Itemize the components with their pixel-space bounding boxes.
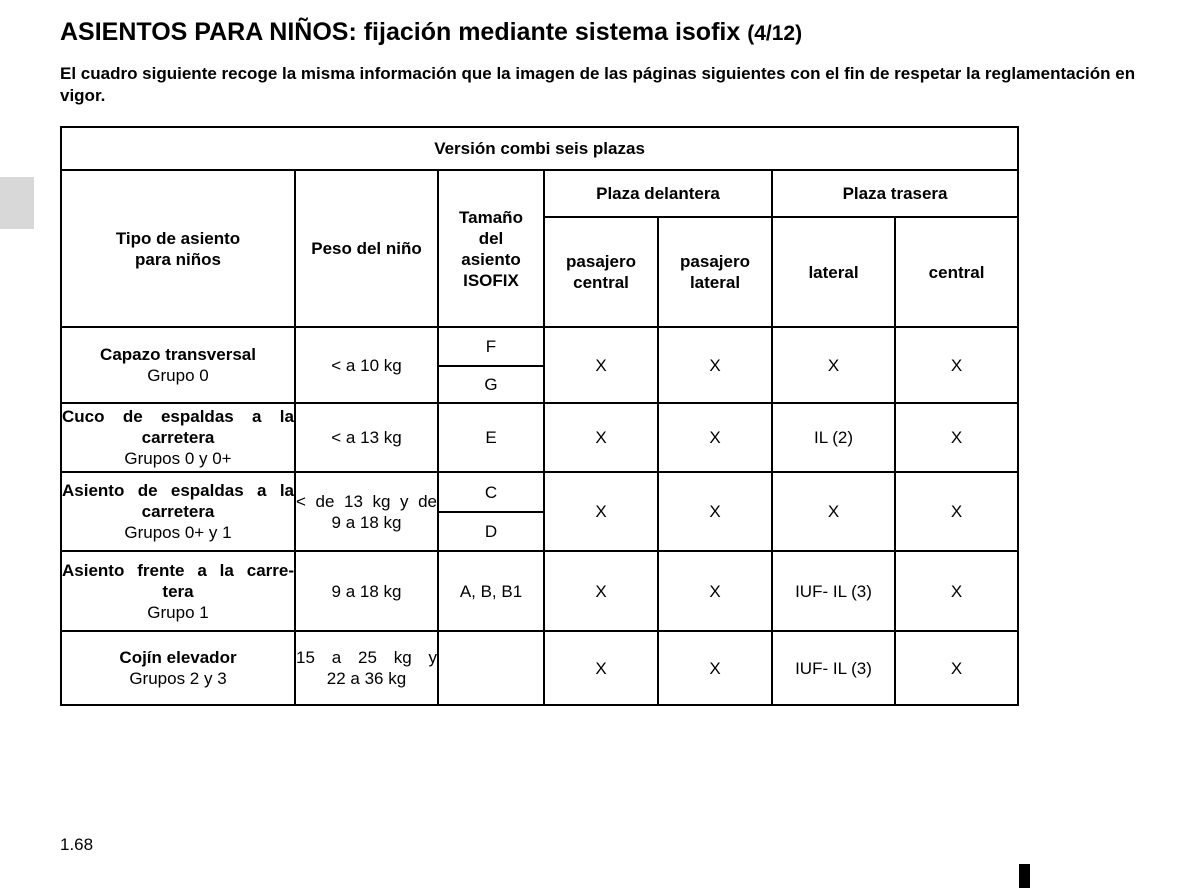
- weight-cell: [295, 472, 438, 551]
- weight-cell: < a 13 kg: [295, 403, 438, 472]
- title-text: ASIENTOS PARA NIÑOS: fijación mediante sistema isofix: [60, 18, 741, 46]
- rear-central-cell: X: [895, 551, 1018, 631]
- seat-type-cell: [61, 472, 295, 551]
- table-row: [61, 551, 1018, 631]
- rear-lateral-cell: IL (2): [772, 403, 895, 472]
- weight-line1: 15 a 25 kg y: [296, 648, 437, 667]
- seat-type-name-line1: Asiento de espaldas a la: [62, 481, 294, 500]
- seat-type-cell: [61, 403, 295, 472]
- weight-line1: < de 13 kg y de: [296, 491, 437, 511]
- intro-paragraph: El cuadro siguiente recoge la misma información que la imagen de las páginas siguientes con el fin de respetar la reglamentación en vigor.: [60, 64, 1136, 105]
- seat-type-name: Cojín elevador: [119, 648, 237, 667]
- page-number: 1.68: [60, 835, 94, 854]
- weight-cell: 9 a 18 kg: [295, 551, 438, 631]
- seat-type-name-line2: carretera: [141, 502, 215, 521]
- header-front-seat: Plaza delantera: [544, 170, 772, 217]
- rear-central-cell: X: [895, 472, 1018, 551]
- seat-type-cell: [61, 551, 295, 631]
- header-weight: Peso del niño: [295, 170, 438, 327]
- weight-line2: 9 a 18 kg: [331, 512, 402, 532]
- seat-type-name-line1: Asiento frente a la carre-: [62, 560, 294, 580]
- seat-type-name-line2: tera: [162, 581, 194, 601]
- weight-line2: 22 a 36 kg: [326, 669, 407, 688]
- seat-type-group: Grupo 0: [147, 366, 209, 385]
- front-lateral-cell: X: [658, 327, 772, 403]
- isofix-size-cell: G: [438, 366, 544, 403]
- seat-type-group: Grupos 2 y 3: [129, 669, 227, 688]
- header-seat-type: Tipo de asiento para niños: [61, 170, 295, 327]
- header-front-central: pasajero central: [544, 217, 658, 327]
- weight-cell: [295, 631, 438, 705]
- seat-type-group: Grupos 0+ y 1: [124, 523, 232, 542]
- isofix-size-cell: D: [438, 512, 544, 551]
- seat-type-name-line2: carretera: [141, 428, 215, 447]
- front-central-cell: X: [544, 327, 658, 403]
- rear-lateral-cell: X: [772, 472, 895, 551]
- front-lateral-cell: X: [658, 472, 772, 551]
- rear-central-cell: X: [895, 403, 1018, 472]
- front-lateral-cell: X: [658, 551, 772, 631]
- table-row: [61, 403, 1018, 472]
- table-row: [61, 472, 1018, 512]
- title-page-counter: (4/12): [747, 22, 803, 45]
- chapter-tab: [0, 177, 34, 229]
- isofix-size-cell: E: [438, 403, 544, 472]
- seat-type-name: Capazo transversal: [100, 345, 256, 364]
- header-rear-central: central: [895, 217, 1018, 327]
- rear-lateral-cell: IUF- IL (3): [772, 551, 895, 631]
- rear-central-cell: X: [895, 631, 1018, 705]
- table-row: [61, 631, 1018, 705]
- rear-lateral-cell: X: [772, 327, 895, 403]
- isofix-size-cell: A, B, B1: [438, 551, 544, 631]
- rear-lateral-cell: IUF- IL (3): [772, 631, 895, 705]
- header-rear-lateral: lateral: [772, 217, 895, 327]
- front-central-cell: X: [544, 631, 658, 705]
- isofix-size-cell: F: [438, 327, 544, 366]
- seat-type-cell: [61, 327, 295, 403]
- header-front-lateral: pasajero lateral: [658, 217, 772, 327]
- table-row: [61, 327, 1018, 366]
- seat-type-cell: [61, 631, 295, 705]
- table-caption: Versión combi seis plazas: [61, 127, 1018, 170]
- seat-type-group: Grupos 0 y 0+: [124, 449, 232, 468]
- weight-cell: < a 10 kg: [295, 327, 438, 403]
- header-rear-seat: Plaza trasera: [772, 170, 1018, 217]
- front-lateral-cell: X: [658, 403, 772, 472]
- corner-mark: [1019, 864, 1030, 888]
- isofix-size-cell: C: [438, 472, 544, 512]
- rear-central-cell: X: [895, 327, 1018, 403]
- front-central-cell: X: [544, 403, 658, 472]
- header-isofix-size: Tamaño del asiento ISOFIX: [438, 170, 544, 327]
- isofix-size-cell: [438, 631, 544, 705]
- front-central-cell: X: [544, 551, 658, 631]
- seat-type-name-line1: Cuco de espaldas a la: [62, 407, 294, 426]
- isofix-table: [60, 126, 1019, 706]
- page-title: [60, 18, 802, 47]
- seat-type-group: Grupo 1: [147, 602, 209, 622]
- front-central-cell: X: [544, 472, 658, 551]
- front-lateral-cell: X: [658, 631, 772, 705]
